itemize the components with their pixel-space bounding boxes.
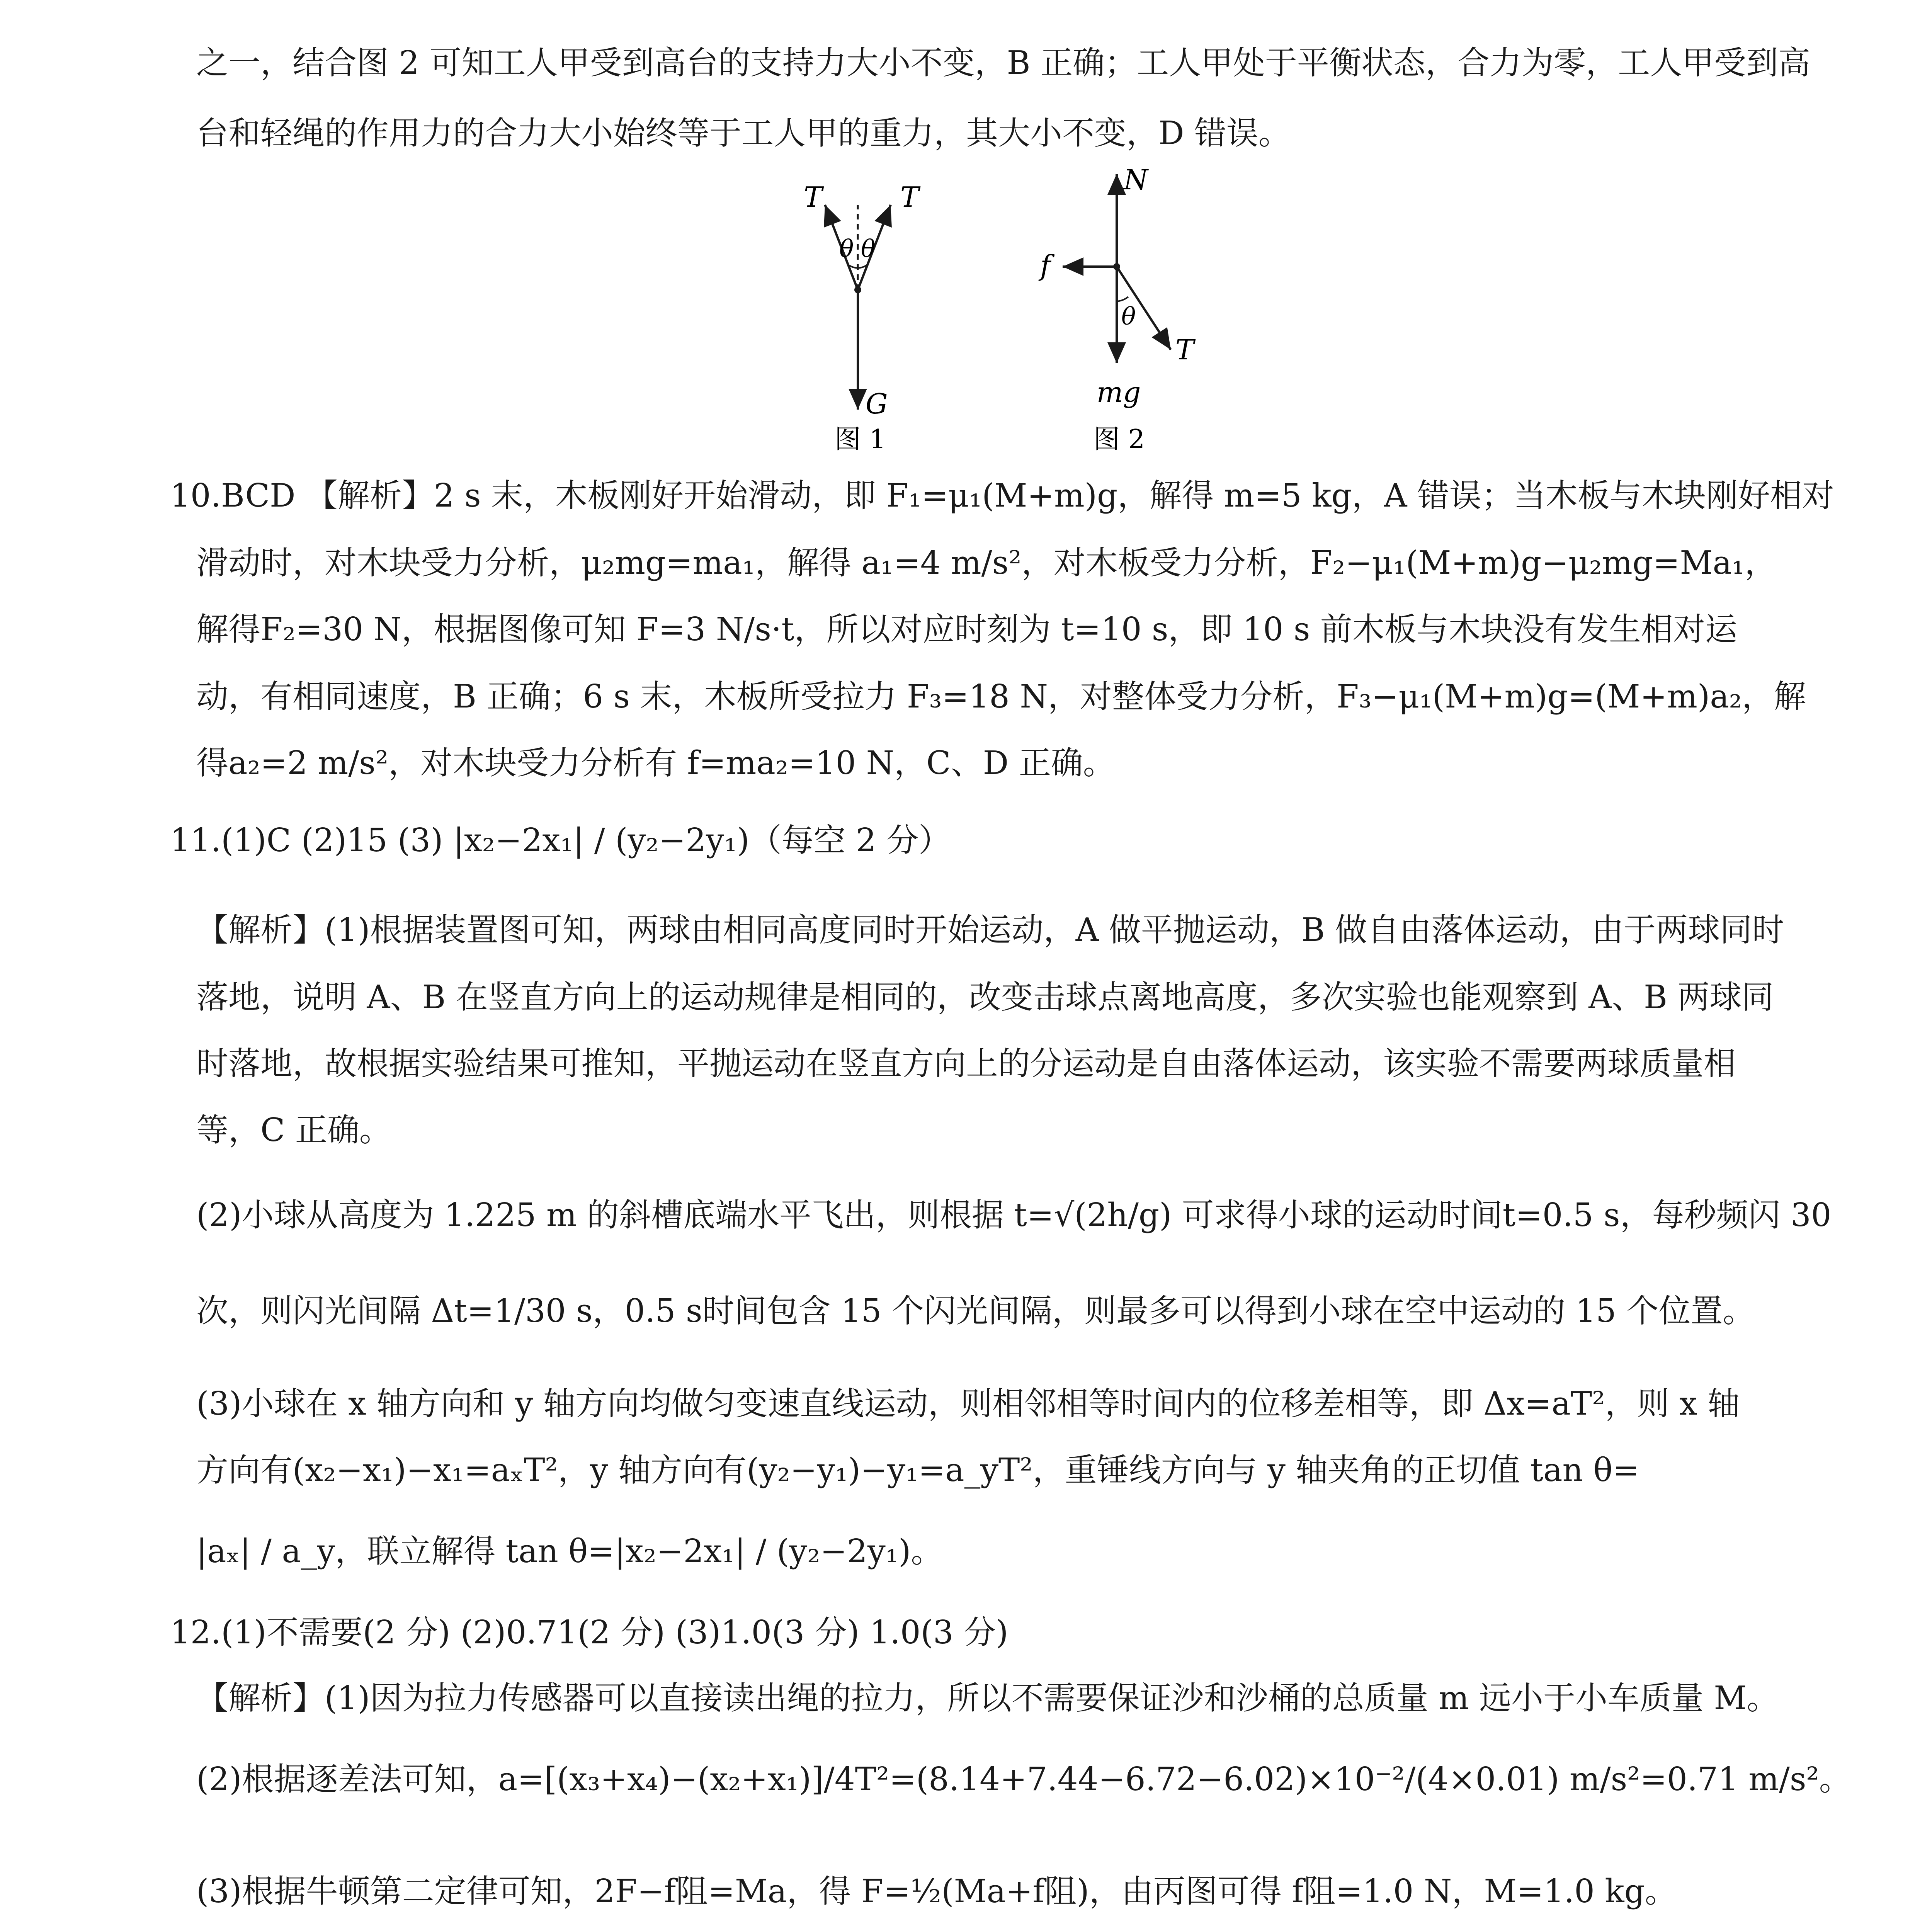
- fig1-theta-left: θ: [839, 235, 854, 263]
- text-line-2: 台和轻绳的作用力的合力大小始终等于工人甲的重力，其大小不变，D 错误。: [196, 114, 1291, 152]
- fig1-theta-right: θ: [861, 235, 876, 263]
- text-line-11: 时落地，故根据实验结果可推知，平抛运动在竖直方向上的分运动是自由落体运动，该实验不需要两球质量相: [196, 1045, 1736, 1082]
- text-line-12: 等，C 正确。: [196, 1111, 391, 1149]
- text-line-21: (3)根据牛顿第二定律可知，2F−f阻=Ma，得 F=½(Ma+f阻)，由丙图可得 f阻=1.0 N，M=1.0 kg。: [196, 1872, 1677, 1910]
- fig2-caption: 图 2: [1094, 424, 1145, 455]
- text-line-14: 次，则闪光间隔 Δt=1/30 s，0.5 s时间包含 15 个闪光间隔，则最多可以得到小球在空中运动的 15 个位置。: [196, 1292, 1755, 1330]
- figure-2-force-diagram: [1036, 155, 1206, 456]
- text-line-18: 12.(1)不需要(2 分) (2)0.71(2 分) (3)1.0(3 分) 1.0(3 分): [170, 1614, 1009, 1651]
- text-line-20: (2)根据逐差法可知，a=[(x₃+x₄)−(x₂+x₁)]/4T²=(8.14+7.44−6.72−6.02)×10⁻²/(4×0.01) m/s²=0.71 m/s²。: [196, 1760, 1851, 1798]
- text-line-6: 动，有相同速度，B 正确；6 s 末，木板所受拉力 F₃=18 N，对整体受力分析，F₃−μ₁(M+m)g=(M+m)a₂，解: [196, 678, 1806, 715]
- fig2-mg: mg: [1097, 376, 1141, 408]
- fig1-caption: 图 1: [835, 424, 886, 455]
- fig2-T: T: [1175, 333, 1194, 366]
- text-line-13: (2)小球从高度为 1.225 m 的斜槽底端水平飞出，则根据 t=√(2h/g) 可求得小球的运动时间t=0.5 s，每秒频闪 30: [196, 1196, 1832, 1234]
- fig1-T-right: T: [900, 181, 919, 213]
- text-line-4: 滑动时，对木块受力分析，μ₂mg=ma₁，解得 a₁=4 m/s²，对木板受力分析，F₂−μ₁(M+m)g−μ₂mg=Ma₁，: [196, 544, 1777, 582]
- fig2-f: f: [1040, 249, 1051, 282]
- text-line-9: 【解析】(1)根据装置图可知，两球由相同高度同时开始运动，A 做平抛运动，B 做自由落体运动，由于两球同时: [196, 911, 1784, 949]
- text-line-7: 得a₂=2 m/s²，对木块受力分析有 f=ma₂=10 N，C、D 正确。: [196, 744, 1115, 782]
- text-line-15: (3)小球在 x 轴方向和 y 轴方向均做匀变速直线运动，则相邻相等时间内的位移差相等，即 Δx=aT²，则 x 轴: [196, 1385, 1740, 1422]
- text-line-17: |aₓ| / a_y，联立解得 tan θ=|x₂−2x₁| / (y₂−2y₁)。: [196, 1532, 943, 1570]
- fig2-N: N: [1124, 163, 1148, 196]
- fig1-T-left: T: [804, 181, 823, 213]
- fig1-G: G: [866, 388, 888, 420]
- text-line-19: 【解析】(1)因为拉力传感器可以直接读出绳的拉力，所以不需要保证沙和沙桶的总质量 m 远小于小车质量 M。: [196, 1679, 1779, 1717]
- text-line-5: 解得F₂=30 N，根据图像可知 F=3 N/s·t，所以对应时刻为 t=10 s，即 10 s 前木板与木块没有发生相对运: [196, 611, 1737, 648]
- text-line-8: 11.(1)C (2)15 (3) |x₂−2x₁| / (y₂−2y₁)（每空 2 分）: [170, 821, 951, 859]
- text-line-3: 10.BCD 【解析】2 s 末，木板刚好开始滑动，即 F₁=μ₁(M+m)g，解得 m=5 kg，A 错误；当木板与木块刚好相对: [170, 477, 1834, 514]
- text-line-1: 之一，结合图 2 可知工人甲受到高台的支持力大小不变，B 正确；工人甲处于平衡状态，合力为零，工人甲受到高: [196, 44, 1810, 82]
- text-line-10: 落地，说明 A、B 在竖直方向上的运动规律是相同的，改变击球点离地高度，多次实验也能观察到 A、B 两球同: [196, 978, 1774, 1016]
- fig2-theta: θ: [1121, 302, 1136, 330]
- text-line-16: 方向有(x₂−x₁)−x₁=aₓT²，y 轴方向有(y₂−y₁)−y₁=a_yT²，重锤线方向与 y 轴夹角的正切值 tan θ=: [196, 1451, 1639, 1489]
- figure-1-force-diagram: [788, 162, 927, 456]
